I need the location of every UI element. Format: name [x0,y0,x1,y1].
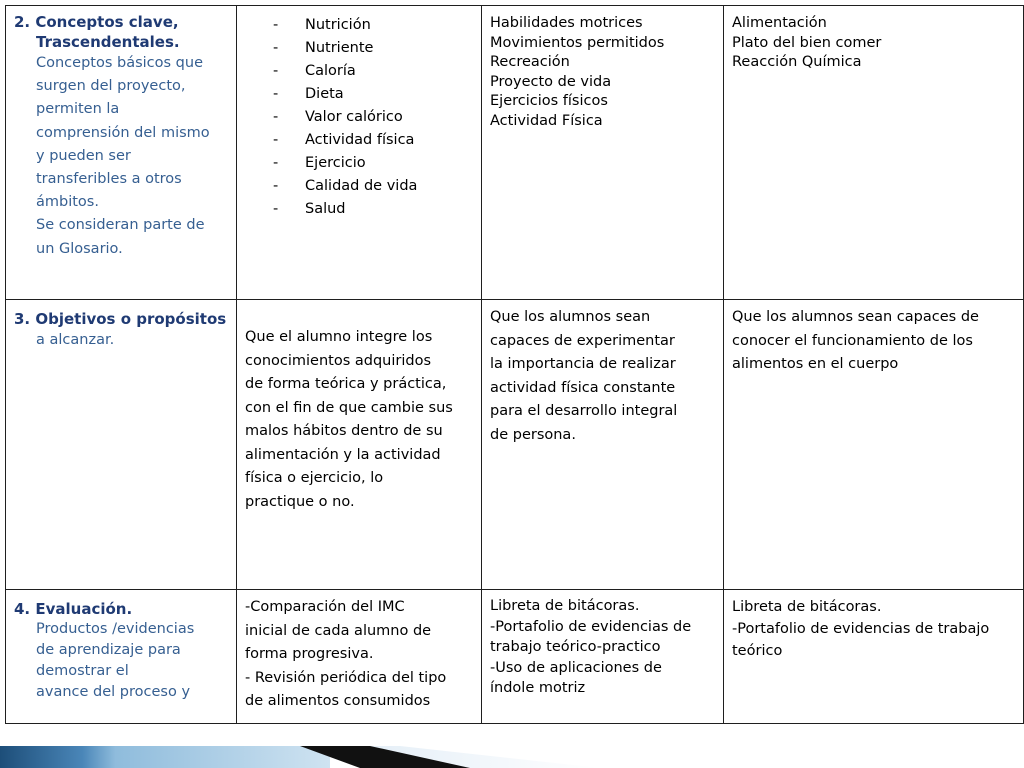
text-line: de forma teórica y práctica, [245,376,447,392]
footer-gradient-band [0,746,330,768]
text-line: conocer el funcionamiento de los [732,332,973,349]
text-line: conocimientos adquiridos [245,352,432,369]
subtitle-line: surgen del proyecto, [36,78,186,95]
nutrition-concepts-cell [724,6,1024,300]
table-row [6,6,1024,300]
text-line: forma progresiva. [245,646,374,662]
row-subtitle [14,52,228,261]
row-title-line: Trascendentales. [36,33,180,51]
text-line: alimentación y la actividad [245,446,441,463]
text-line: Ejercicios físicos [490,93,608,109]
text-line: Movimientos permitidos [490,34,665,51]
list-item: - Calidad de vida [273,175,473,198]
text-line: la importancia de realizar [490,356,676,372]
list-item: - Ejercicio [273,152,473,175]
list-item: - Nutriente [273,37,473,60]
subtitle-line: transferibles a otros [36,171,182,188]
subtitle-line: avance del proceso y [36,684,191,700]
nutrition-objective-cell [724,300,1024,590]
list-item: - Salud [273,198,473,221]
text-line: Libreta de bitácoras. [732,599,882,615]
subtitle-line: demostrar el [36,663,129,679]
evaluation-cell [237,590,482,724]
objective-cell [237,300,482,590]
text-line: Reacción Química [732,54,862,70]
subtitle-line: ámbitos. [36,194,99,211]
text-line: Alimentación [732,15,827,31]
text-line: -Portafolio de evidencias de [490,618,692,635]
text-line: trabajo teórico-practico [490,639,661,655]
motor-evidence-cell [482,590,724,724]
row-title [14,12,228,52]
table-row [6,300,1024,590]
row-title-line: 2. Conceptos clave, [14,13,179,31]
text-line: Que el alumno integre los [245,329,433,345]
row-header-cell [6,590,237,724]
row-header-cell [6,300,237,590]
subtitle-line: Conceptos básicos que [36,55,203,71]
text-line: inicial de cada alumno de [245,622,432,639]
list-item: - Actividad física [273,129,473,152]
list-item: - Caloría [273,60,473,83]
list-item: - Dieta [273,83,473,106]
text-line: Recreación [490,54,570,70]
row-header-cell [6,6,237,300]
text-line: malos hábitos dentro de su [245,423,443,439]
concepts-list-cell [237,6,482,300]
text-line: física o ejercicio, lo [245,470,384,486]
text-line: de alimentos consumidos [245,693,431,709]
text-line: para el desarrollo integral [490,403,678,419]
text-line: practique o no. [245,493,355,510]
row-subtitle [14,329,228,352]
text-line: índole motriz [490,680,586,696]
planning-table [5,5,1024,724]
subtitle-line: de aprendizaje para [36,642,181,658]
subtitle-line: un Glosario. [36,240,123,257]
row-title-line: 3. Objetivos o propósitos [14,310,227,328]
text-line: teórico [732,643,783,659]
concepts-list [245,14,473,221]
subtitle-line: Se consideran parte de [36,217,205,234]
decorative-footer-bar [0,738,1024,768]
text-line: Actividad Física [490,112,603,129]
motor-concepts-cell [482,6,724,300]
row-title-line: 4. Evaluación. [14,600,133,618]
subtitle-line: comprensión del mismo [36,124,210,141]
subtitle-line: y pueden ser [36,147,131,164]
text-line: -Comparación del IMC [245,599,405,615]
text-line: - Revisión periódica del tipo [245,669,447,686]
list-item: - Valor calórico [273,106,473,129]
row-subtitle [14,619,228,703]
text-line: -Uso de aplicaciones de [490,659,662,676]
list-item: - Nutrición [273,14,473,37]
row-title [14,309,228,329]
text-line: Proyecto de vida [490,73,612,90]
subtitle-line: Productos /evidencias [36,621,195,637]
subtitle-line: a alcanzar. [36,332,115,348]
text-line: Libreta de bitácoras. [490,598,640,614]
text-line: Plato del bien comer [732,34,882,51]
text-line: alimentos en el cuerpo [732,356,899,372]
table-row [6,590,1024,724]
text-line: actividad física constante [490,379,676,396]
text-line: Que los alumnos sean capaces de [732,309,979,325]
physical-activity-objective-cell [482,300,724,590]
text-line: capaces de experimentar [490,332,675,349]
text-line: Que los alumnos sean [490,309,651,325]
nutrition-evidence-cell [724,590,1024,724]
subtitle-line: permiten la [36,101,120,118]
row-title [14,599,228,619]
text-line: -Portafolio de evidencias de trabajo [732,621,990,637]
text-line: con el fin de que cambie sus [245,399,453,416]
text-line: de persona. [490,426,576,443]
text-line: Habilidades motrices [490,15,643,31]
